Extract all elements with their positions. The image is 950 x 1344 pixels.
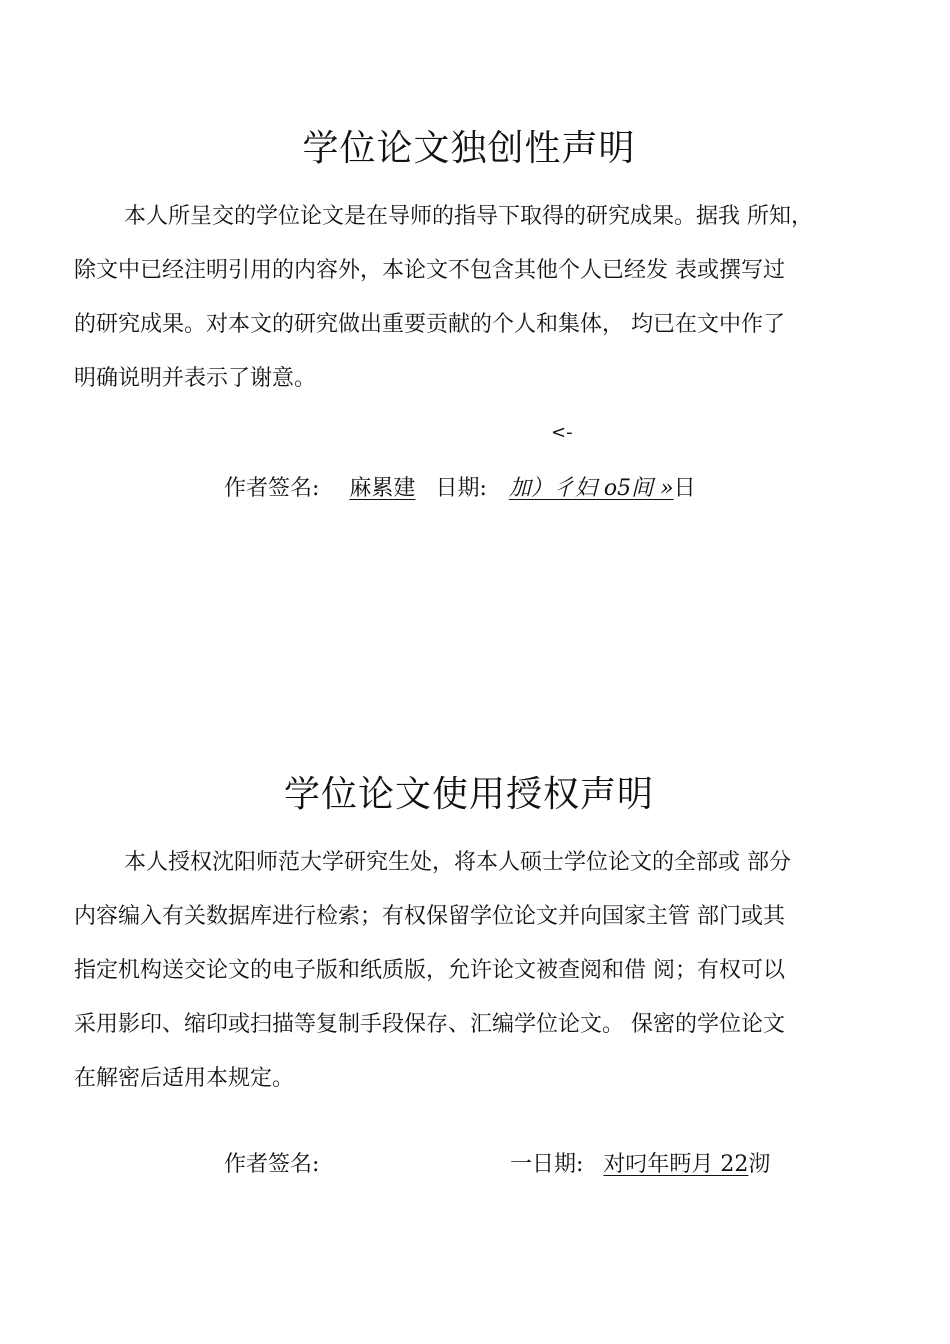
date-suffix: 沏 <box>748 1152 771 1177</box>
authorization-title: 学位论文使用授权声明 <box>283 774 654 815</box>
authorization-signature-label: 作者签名: <box>224 1152 320 1177</box>
authorization-line-4: 采用影印、缩印或扫描等复制手段保存、汇编学位论文。 保密的学位论文 <box>74 1012 785 1037</box>
signature-value: 麻累建 <box>349 476 416 501</box>
date-label: 日期: <box>435 476 487 501</box>
originality-title: 学位论文独创性声明 <box>302 128 636 169</box>
date-label: 一日期: <box>510 1152 584 1177</box>
stray-mark: <- <box>551 422 573 443</box>
originality-line-2: 除文中已经注明引用的内容外，本论文不包含其他个人已经发 表或撰写过 <box>74 258 785 283</box>
originality-signature-block <box>224 474 696 504</box>
signature-label: 作者签名: <box>224 476 320 501</box>
date-suffix: 日 <box>673 476 696 501</box>
date-value: 对叼年眄月 22 <box>603 1152 749 1177</box>
authorization-line-3: 指定机构送交论文的电子版和纸质版，允许论文被查阅和借 阅；有权可以 <box>74 958 785 983</box>
authorization-line-5: 在解密后适用本规定。 <box>74 1066 295 1091</box>
authorization-line-1: 本人授权沈阳师范大学研究生处，将本人硕士学位论文的全部或 部分 <box>124 850 791 875</box>
originality-line-3: 的研究成果。对本文的研究做出重要贡献的个人和集体， 均已在文中作了 <box>74 312 785 337</box>
originality-line-4: 明确说明并表示了谢意。 <box>74 366 317 391</box>
originality-line-1: 本人所呈交的学位论文是在导师的指导下取得的研究成果。据我 所知， <box>124 204 813 229</box>
date-value: 加）彳妇 o5间 » <box>508 476 674 501</box>
authorization-line-2: 内容编入有关数据库进行检索；有权保留学位论文并向国家主管 部门或其 <box>74 904 785 929</box>
authorization-date-block <box>510 1150 770 1180</box>
